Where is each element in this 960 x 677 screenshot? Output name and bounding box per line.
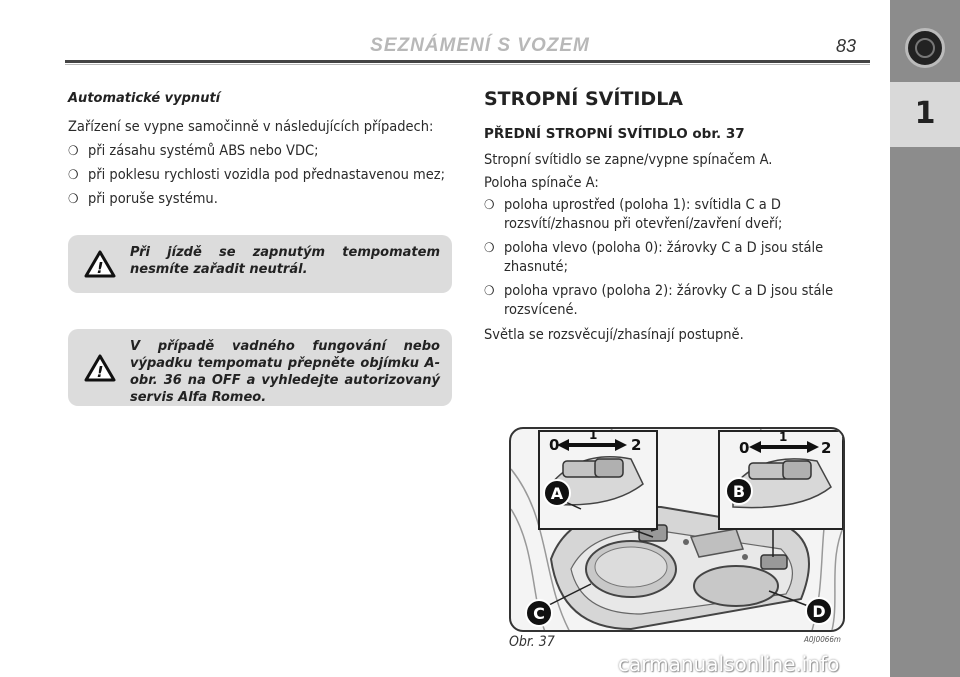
warning-box [68,329,452,406]
figure-caption: Obr. 37 [509,634,555,650]
warning-glyph: ! [96,259,104,277]
label-d: D [812,602,826,621]
paragraph: Zařízení se vypne samočinně v následujících případech: [68,119,434,135]
list-item-text: poloha vlevo (poloha 0): žárovky C a D jsou stále zhasnuté; [504,240,824,275]
label-c: C [533,604,545,623]
list-item-text: při poruše systému. [88,191,218,207]
ceiling-lamp-illustration [511,429,845,632]
bullet-icon: ❍ [68,168,79,183]
list-item [484,282,874,320]
chapter-number: 1 [914,96,936,131]
header-rule-thin [65,64,870,65]
subheading-auto-off: Automatické vypnutí [68,91,221,106]
switch-position-1: 1 [589,429,598,442]
switch-position-0: 0 [549,436,560,454]
running-header-title: SEZNÁMENÍ S VOZEM [370,35,590,56]
page-number: 83 [836,36,857,56]
warning-triangle-icon [84,354,116,382]
label-a: A [550,484,564,503]
warning-text: V případě vadného fungování nebo výpadku tempomatu přepněte objímku A-obr. 36 na OFF a vyhledejte autorizovaný servis Alfa Romeo. [130,339,440,405]
switch-position-2: 2 [631,436,642,454]
list-item [484,239,874,277]
list-item-text: při poklesu rychlosti vozidla pod přednastavenou mez; [88,167,445,183]
paragraph: Poloha spínače A: [484,175,599,191]
switch-position-0: 0 [739,439,750,457]
bullet-icon: ❍ [484,198,495,213]
header-rule [65,60,870,63]
bullet-icon: ❍ [484,284,495,299]
switch-position-1: 1 [779,430,788,444]
list-item [68,189,458,210]
warning-text: Při jízdě se zapnutým tempomatem nesmíte zařadit neutrál. [130,245,440,277]
list-item-text: poloha vpravo (poloha 2): žárovky C a D jsou stále rozsvícené. [504,283,834,318]
bullet-icon: ❍ [68,192,79,207]
label-b: B [732,482,746,501]
list-item-text: při zásahu systémů ABS nebo VDC; [88,143,319,159]
bullet-icon: ❍ [68,144,79,159]
watermark: carmanualsonline.info [618,652,840,676]
paragraph: Světla se rozsvěcují/zhasínají postupně. [484,327,744,343]
warning-box [68,235,452,293]
list-item [484,196,874,234]
right-column [484,88,874,348]
paragraph: Stropní svítidlo se zapne/vypne spínačem A. [484,152,773,168]
subheading-front-lamp: PŘEDNÍ STROPNÍ SVÍTIDLO obr. 37 [484,126,745,142]
list-item [68,165,458,186]
figure-code: A0J0066m [804,635,841,644]
warning-triangle-icon [84,250,116,278]
alfa-romeo-logo [905,28,945,68]
bullet-icon: ❍ [484,241,495,256]
list-item-text: poloha uprostřed (poloha 1): svítidla C a D rozsvítí/zhasnou při otevření/zavření dveří; [504,197,783,232]
switch-position-2: 2 [821,439,832,457]
left-column [68,88,458,213]
section-title: STROPNÍ SVÍTIDLA [484,88,684,110]
list-item [68,141,458,162]
warning-glyph: ! [96,362,104,381]
figure-37 [509,427,845,632]
